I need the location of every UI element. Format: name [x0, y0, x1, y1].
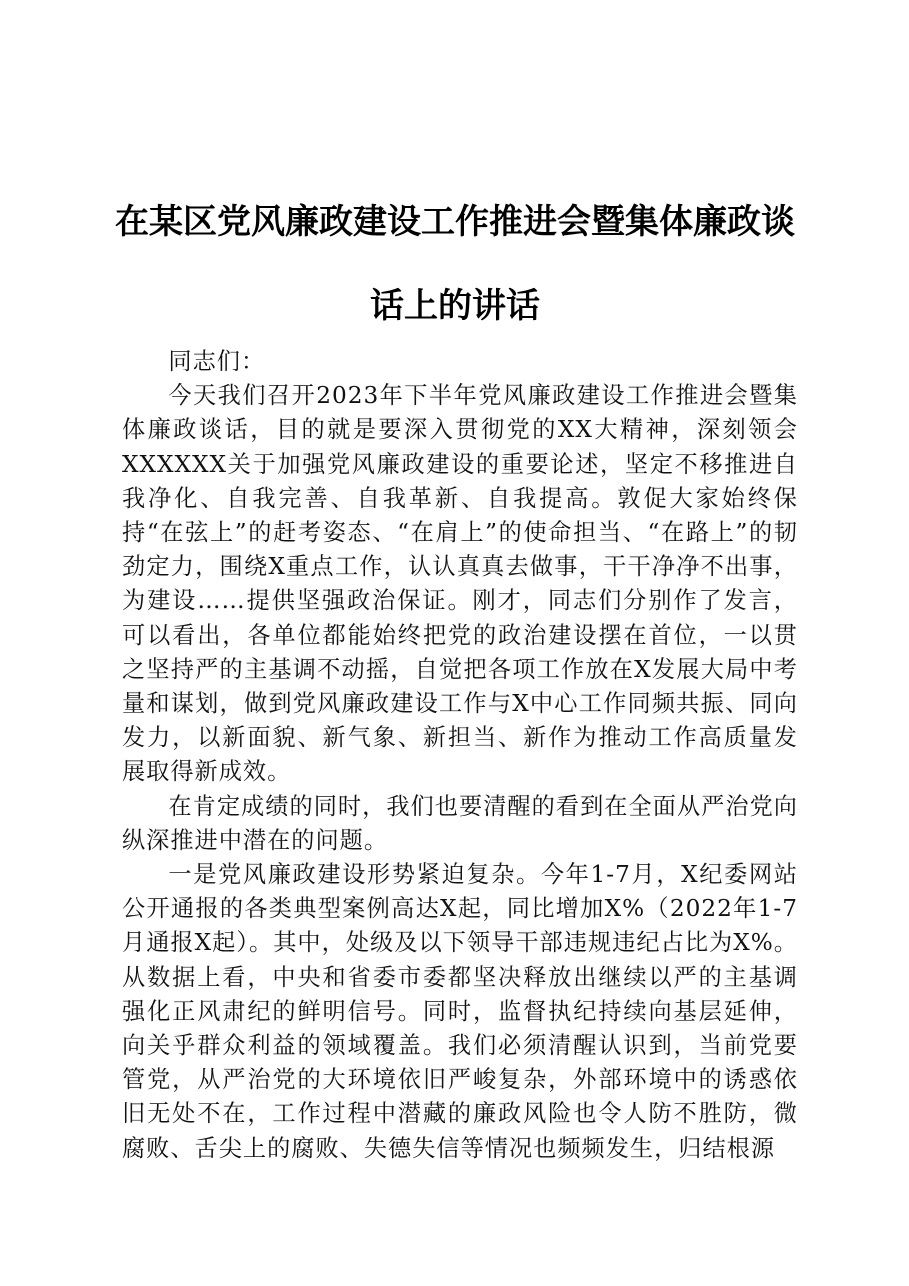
document-body	[122, 345, 798, 1166]
document-title: 在某区党风廉政建设工作推进会暨集体廉政谈话上的讲话	[115, 202, 795, 326]
body-paragraph: 今天我们召开2023年下半年党风廉政建设工作推进会暨集体廉政谈话，目的就是要深入贯彻党的XX大精神，深刻领会XXXXXX关于加强党风廉政建设的重要论述，坚定不移推进自我净化、自我完善、自我革新、自我提高。敦促大家始终保持“在弦上”的赶考姿态、“在肩上”的使命担当、“在路上”的韧劲定力，围绕X重点工作，认认真真去做事，干干净净不出事，为建设……提供坚强政治保证。刚才，同志们分别作了发言，可以看出，各单位都能始终把党的政治建设摆在首位，一以贯之坚持严的主基调不动摇，自觉把各项工作放在X发展大局中考量和谋划，做到党风廉政建设工作与X中心工作同频共振、同向发力，以新面貌、新气象、新担当、新作为推动工作高质量发展取得新成效。	[122, 382, 798, 786]
salutation-paragraph: 同志们：	[168, 348, 266, 375]
body-paragraph: 在肯定成绩的同时，我们也要清醒的看到在全面从严治党向纵深推进中潜在的问题。	[122, 792, 798, 854]
body-paragraph: 一是党风廉政建设形势紧迫复杂。今年1-7月，X纪委网站公开通报的各类典型案例高达X起，同比增加X%（2022年1-7月通报X起）。其中，处级及以下领导干部违规违纪占比为X%。从数据上看，中央和省委市委都坚决释放出继续以严的主基调强化正风肃纪的鲜明信号。同时，监督执纪持续向基层延伸，向关乎群众利益的领域覆盖。我们必须清醒认识到，当前党要管党，从严治党的大环境依旧严峻复杂，外部环境中的诱惑依旧无处不在，工作过程中潜藏的廉政风险也令人防不胜防，微腐败、舌尖上的腐败、失德失信等情况也频频发生，归结根源	[122, 861, 798, 1162]
